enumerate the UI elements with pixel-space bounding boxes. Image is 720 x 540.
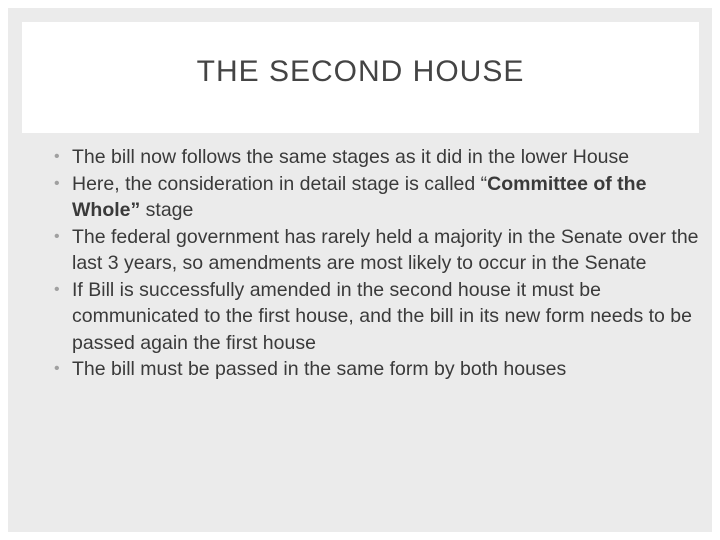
- slide: [8, 8, 712, 532]
- bullet-icon: •: [54, 280, 60, 298]
- bullet-text: The bill must be passed in the same form by both houses: [72, 358, 567, 380]
- bullet-icon: •: [54, 148, 60, 165]
- bullet-list: [54, 144, 704, 383]
- bullet-text: The federal government has rarely held a majority in the Senate over the last 3 years, so amendments are most likely to occur in the Senate: [72, 225, 699, 274]
- bullet-icon: •: [54, 174, 60, 192]
- title-box: [22, 22, 699, 133]
- bullet-text: The bill now follows the same stages as it did in the lower House: [72, 146, 630, 168]
- bullet-icon: •: [54, 360, 60, 377]
- bullet-item-4: [54, 277, 704, 357]
- bullet-icon: •: [54, 227, 60, 245]
- bullet-text-after: stage: [140, 199, 194, 221]
- bullet-bold-term: Committee of the Whole”: [72, 172, 647, 221]
- bullet-text: If Bill is successfully amended in the second house it must be communicated to the first house, and the bill in its new form needs to be passed again the first house: [72, 278, 693, 354]
- bullet-item-2: [54, 171, 704, 224]
- bullet-item-1: [54, 144, 704, 171]
- bullet-item-5: [54, 356, 704, 383]
- bullet-item-3: [54, 224, 704, 277]
- slide-title: THE SECOND HOUSE: [196, 54, 525, 88]
- bullet-text-before: Here, the consideration in detail stage is called “: [72, 172, 488, 195]
